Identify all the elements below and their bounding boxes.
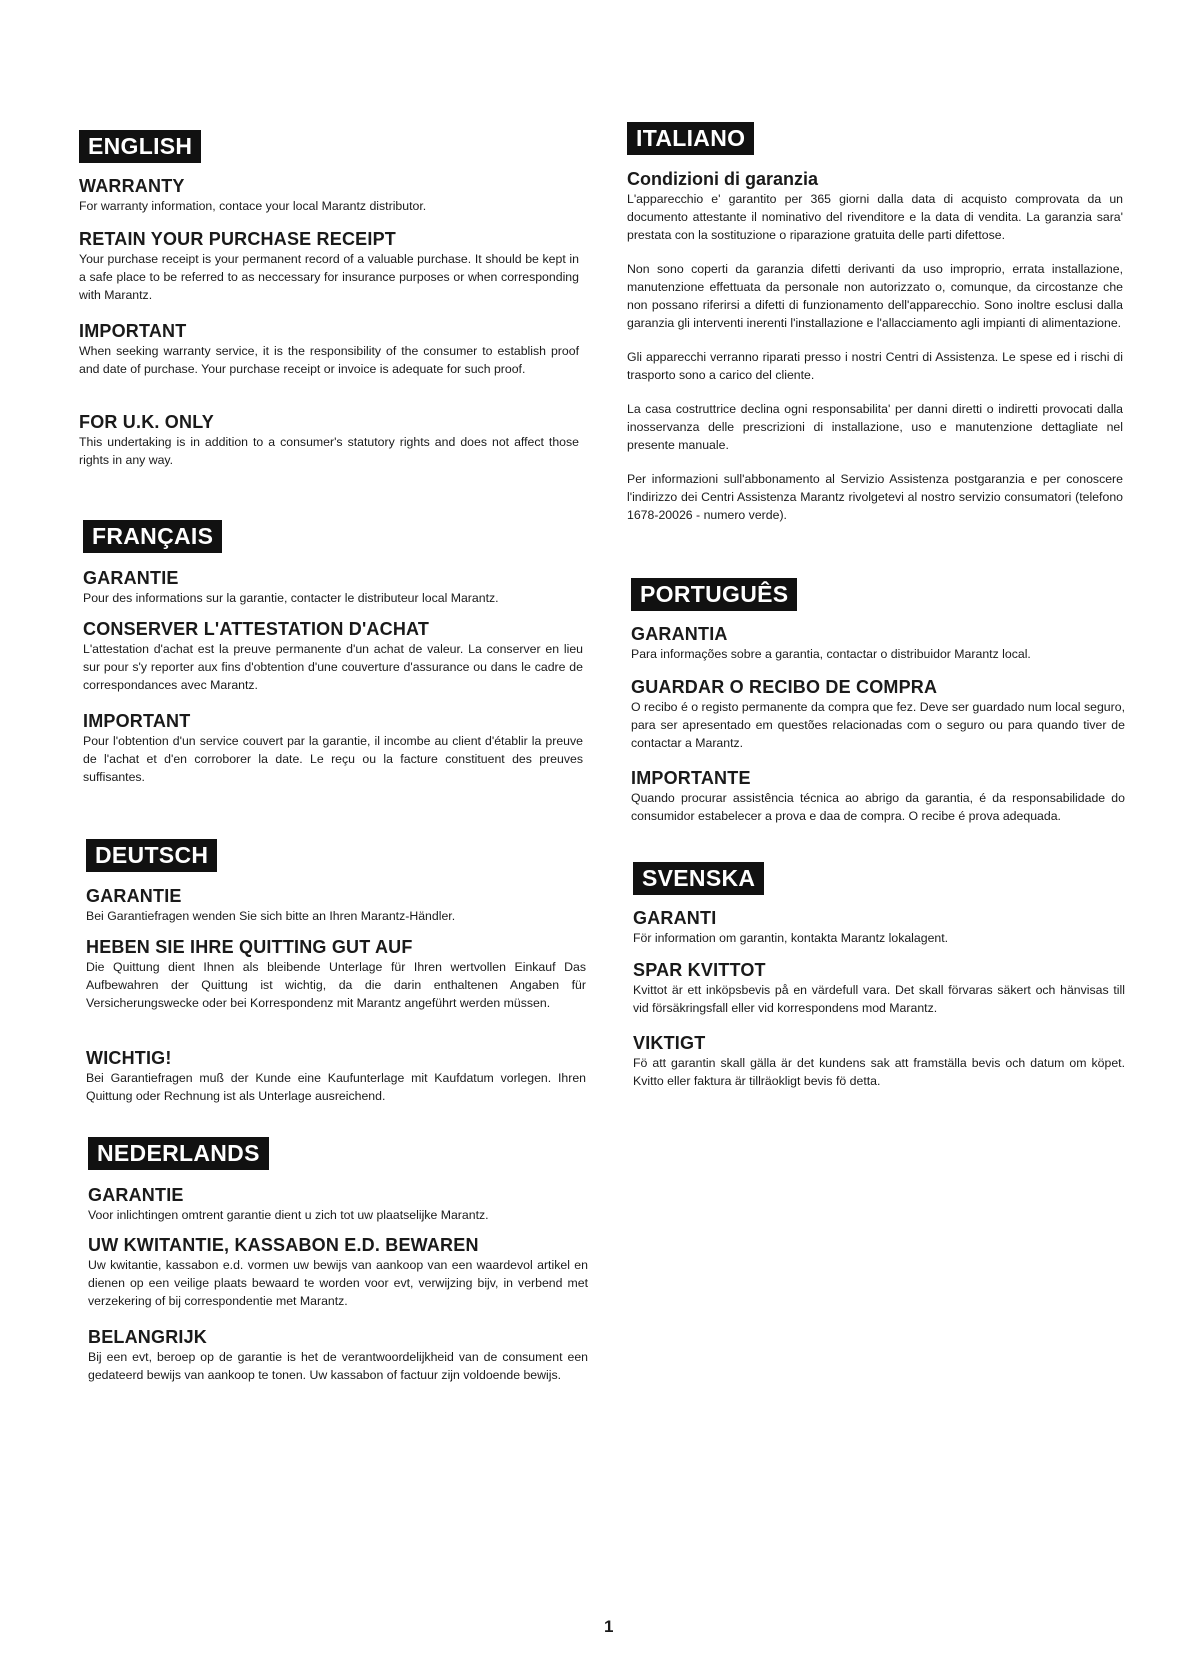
francais-important-section: [83, 711, 583, 786]
section-heading: RETAIN YOUR PURCHASE RECEIPT: [79, 229, 396, 249]
section-heading: GARANTIE: [83, 568, 179, 588]
section-text: Bei Garantiefragen muß der Kunde eine Kaufunterlage mit Kaufdatum vorlegen. Ihren Quittung oder Rechnung ist als Unterlage ausreichend.: [86, 1071, 586, 1103]
section-text: This undertaking is in addition to a consumer's statutory rights and does not affect those rights in any way.: [79, 435, 579, 467]
section-heading: CONSERVER L'ATTESTATION D'ACHAT: [83, 619, 430, 639]
section-text: Bei Garantiefragen wenden Sie sich bitte an Ihren Marantz-Händler.: [86, 909, 456, 923]
francais-badge: FRANÇAIS: [83, 520, 222, 553]
nederlands-kwitantie-section: [88, 1235, 588, 1310]
italiano-paragraph-3: Gli apparecchi verranno riparati presso i nostri Centri di Assistenza. Le spese ed i rischi di trasporto sono a carico del cliente.: [627, 350, 1123, 382]
nederlands-belangrijk-section: [88, 1327, 588, 1384]
section-heading: BELANGRIJK: [88, 1327, 208, 1347]
section-text: Pour l'obtention d'un service couvert par la garantie, il incombe au client d'établir la preuve de l'achat et d'en corroborer la date. Le reçu ou la facture constituent des preuves suffisantes.: [83, 734, 583, 784]
section-text: Quando procurar assistência técnica ao abrigo da garantia, é da responsabilidade do consumidor estabelecer a prova e daa de compra. O recibe é prova adequada.: [631, 791, 1125, 823]
deutsch-badge: DEUTSCH: [86, 839, 217, 872]
section-heading: Condizioni di garanzia: [627, 169, 819, 189]
portugues-garantia-section: [631, 624, 1125, 663]
svenska-kvittot-section: [633, 960, 1125, 1017]
section-heading: HEBEN SIE IHRE QUITTING GUT AUF: [86, 937, 413, 957]
section-text: Voor inlichtingen omtrent garantie dient u zich tot uw plaatselijke Marantz.: [88, 1208, 489, 1222]
section-text: Para informações sobre a garantia, contactar o distribuidor Marantz local.: [631, 647, 1031, 661]
section-heading: GARANTIE: [86, 886, 182, 906]
svenska-viktigt-section: [633, 1033, 1125, 1090]
english-important-section: [79, 321, 579, 378]
english-uk-section: [79, 412, 579, 469]
section-text: Pour des informations sur la garantie, contacter le distributeur local Marantz.: [83, 591, 499, 605]
section-text: Kvittot är ett inköpsbevis på en värdefull vara. Det skall förvaras säkert och hänvisas till vid försäkringsfall eller vid korrespondens mod Marantz.: [633, 983, 1125, 1015]
section-heading: WICHTIG!: [86, 1048, 172, 1068]
section-heading: VIKTIGT: [633, 1033, 706, 1053]
section-heading: FOR U.K. ONLY: [79, 412, 214, 432]
deutsch-wichtig-section: [86, 1048, 586, 1105]
italiano-badge: ITALIANO: [627, 122, 754, 155]
section-text: Fö att garantin skall gälla är det kundens sak att framställa bevis och datum om köpet. Kvitto eller faktura är tillräokligt bevis fö detta.: [633, 1056, 1125, 1088]
section-heading: IMPORTANT: [83, 711, 191, 731]
svenska-badge: SVENSKA: [633, 862, 764, 895]
francais-attestation-section: [83, 619, 583, 694]
section-heading: SPAR KVITTOT: [633, 960, 766, 980]
deutsch-quittung-section: [86, 937, 586, 1012]
english-warranty-section: [79, 176, 579, 215]
italiano-paragraph-2: Non sono coperti da garanzia difetti derivanti da uso improprio, errata installazione, manutenzione effettuata da personale non autorizzato o, comunque, da circostanze che non possano riferirsi a difetti di funzionamento dell'apparecchio. Sono inoltre esclusi dalla garanzia gli interventi inerenti l'installazione e l'allacciamento agli impianti di alimentazione.: [627, 262, 1123, 330]
italiano-paragraph-1: L'apparecchio e' garantito per 365 giorni dalla data di acquisto comprovata da un documento attestante il nominativo del rivenditore e la data di vendita. La garanzia sara' prestata con la sostituzione o riparazione gratuita delle parti difettose.: [627, 192, 1123, 242]
section-text: For warranty information, contace your local Marantz distributor.: [79, 199, 427, 213]
nederlands-badge: NEDERLANDS: [88, 1137, 269, 1170]
section-heading: GARANTI: [633, 908, 717, 928]
section-heading: IMPORTANTE: [631, 768, 751, 788]
section-text: Uw kwitantie, kassabon e.d. vormen uw bewijs van aankoop van een waardevol artikel en dienen op een veilige plaats bewaard te worden voor evt, verwijzing bijv, in verbend met verzekering of bij correspondentie met Marantz.: [88, 1258, 588, 1308]
portugues-recibo-section: [631, 677, 1125, 752]
english-receipt-section: [79, 229, 579, 304]
italiano-paragraph-5: Per informazioni sull'abbonamento al Servizio Assistenza postgaranzia e per conoscere l'indirizzo dei Centri Assistenza Marantz rivolgetevi al nostro servizio consumatori (telefono 1678-20026 - numero verde).: [627, 472, 1123, 522]
section-text: För information om garantin, kontakta Marantz lokalagent.: [633, 931, 949, 945]
section-text: When seeking warranty service, it is the responsibility of the consumer to establish proof and date of purchase. Your purchase receipt or invoice is adequate for such proof.: [79, 344, 579, 376]
section-heading: GARANTIA: [631, 624, 728, 644]
section-heading: UW KWITANTIE, KASSABON E.D. BEWAREN: [88, 1235, 479, 1255]
svenska-garanti-section: [633, 908, 1125, 947]
section-heading: GARANTIE: [88, 1185, 184, 1205]
section-heading: WARRANTY: [79, 176, 185, 196]
francais-garantie-section: [83, 568, 583, 607]
portugues-badge: PORTUGUÊS: [631, 578, 797, 611]
section-heading: IMPORTANT: [79, 321, 187, 341]
english-badge: ENGLISH: [79, 130, 201, 163]
section-heading: GUARDAR O RECIBO DE COMPRA: [631, 677, 938, 697]
italiano-paragraph-4: La casa costruttrice declina ogni responsabilita' per danni diretti o indiretti provocati dalla inosservanza delle prescrizioni di installazione, uso e manutenzione dettagliate nel presente manuale.: [627, 402, 1123, 452]
section-text: Die Quittung dient Ihnen als bleibende Unterlage für Ihren wertvollen Einkauf Das Aufbewahren der Quittung ist wichtig, da die darin enthaltenen Angaben für Versicherungswecke oder bei Korrespondenz mit Marantz angeführt werden müssen.: [86, 960, 586, 1010]
section-text: L'attestation d'achat est la preuve permanente d'un achat de valeur. La conserver en lieu sur pour s'y reporter aux fins d'obtention d'une couverture d'assurance ou dans le cadre de correspondances avec Marantz.: [83, 642, 583, 692]
section-text: Bij een evt, beroep op de garantie is het de verantwoordelijkheid van de consument een gedateerd bewijs van aankoop te tonen. Uw kassabon of factuur zijn voldoende bewijs.: [88, 1350, 588, 1382]
deutsch-garantie-section: [86, 886, 586, 925]
page-number: 1: [604, 1617, 614, 1636]
section-text: Your purchase receipt is your permanent record of a valuable purchase. It should be kept in a safe place to be referred to as neccessary for insurance purposes or when corresponding with Marantz.: [79, 252, 579, 302]
portugues-importante-section: [631, 768, 1125, 825]
nederlands-garantie-section: [88, 1185, 588, 1224]
section-text: O recibo é o registo permanente da compra que fez. Deve ser guardado num local seguro, para ser apresentado em questões relacionadas com o seguro ou para quando tiver de contactar a Marantz.: [631, 700, 1125, 750]
italiano-section: [627, 169, 1123, 524]
